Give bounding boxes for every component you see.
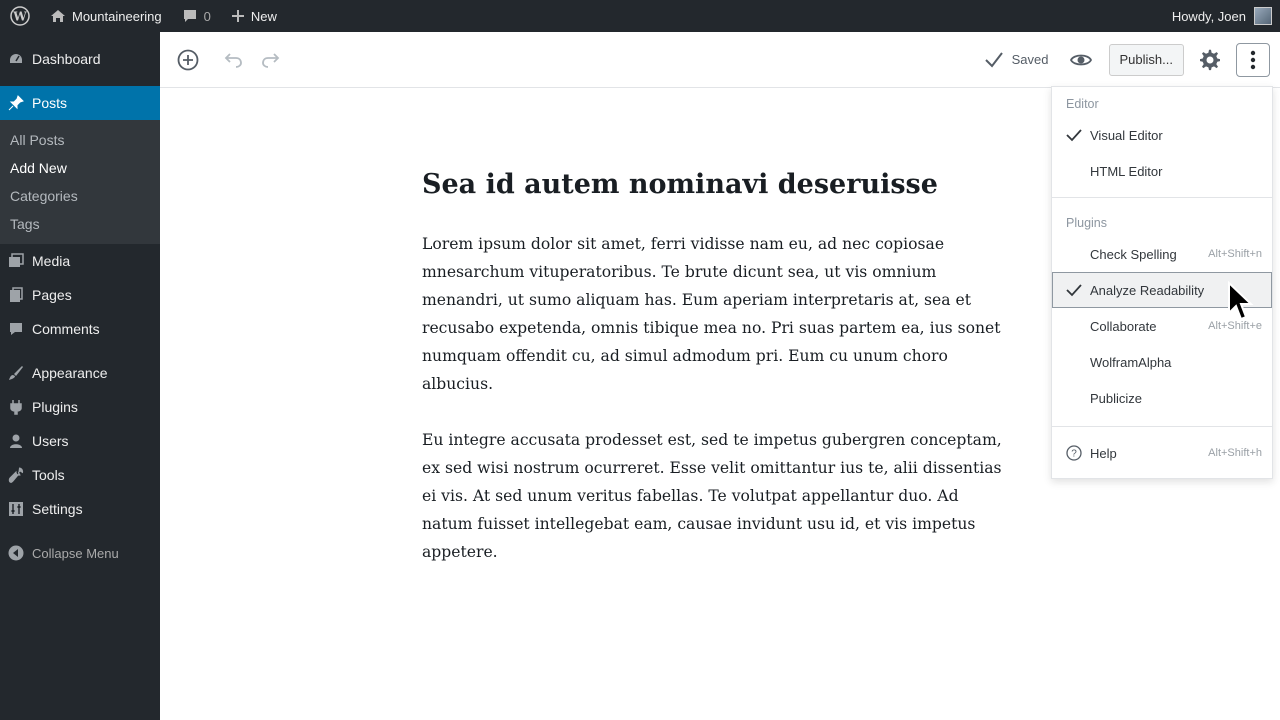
menu-item-dashboard[interactable] [0,42,160,76]
site-name: Mountaineering [72,8,162,24]
submenu-all-posts[interactable]: All Posts [10,132,65,148]
svg-text:?: ? [1071,448,1077,460]
menu-label-dashboard: Dashboard [32,51,101,67]
menu-item-label: Visual Editor [1090,127,1163,143]
post-title[interactable]: Sea id autem nominavi deseruisse [422,169,938,200]
editor-toolbar [160,32,1280,88]
menu-item-appearance[interactable] [0,356,160,390]
my-account-link[interactable] [1162,0,1280,32]
avatar [1254,7,1272,25]
shortcut-hint: Alt+Shift+h [1208,447,1262,459]
menu-item-label: HTML Editor [1090,163,1163,179]
undo-button[interactable] [216,42,252,78]
more-options-button[interactable] [1236,43,1270,77]
collapse-menu-button[interactable] [0,536,160,570]
menu-item-label: Help [1090,445,1117,461]
admin-sidebar [0,32,160,720]
media-icon [8,253,24,269]
menu-item-help[interactable] [1052,435,1272,471]
pushpin-icon [8,95,24,111]
saved-label: Saved [1011,52,1049,67]
help-circle-icon [1066,445,1082,461]
paintbrush-icon [8,365,24,381]
menu-item-wolframalpha[interactable] [1052,344,1272,380]
redo-icon [260,50,280,70]
menu-item-users[interactable] [0,424,160,458]
greeting: Howdy, Joen [1171,8,1246,24]
vertical-ellipsis-icon [1250,50,1256,70]
add-block-button[interactable] [170,42,206,78]
menu-label-plugins: Plugins [32,399,78,415]
menu-label-settings: Settings [32,501,83,517]
submenu-categories[interactable]: Categories [10,188,78,204]
wrench-icon [8,467,24,483]
menu-label-posts: Posts [32,95,68,111]
menu-item-comments[interactable] [0,312,160,346]
shortcut-hint: Alt+Shift+n [1208,248,1262,260]
plus-icon [231,9,245,23]
menu-item-visual-editor[interactable] [1052,117,1272,153]
settings-sliders-icon [8,501,24,517]
submenu-tags[interactable]: Tags [10,216,40,232]
preview-button[interactable] [1063,42,1099,78]
menu-item-label: Collaborate [1090,318,1157,334]
post-content [422,150,1012,566]
menu-item-label: Check Spelling [1090,246,1177,262]
site-name-link[interactable] [40,0,172,32]
checkmark-icon [1066,127,1082,143]
menu-label-appearance: Appearance [32,365,108,381]
new-content-link[interactable] [221,0,287,32]
menu-item-settings[interactable] [0,492,160,526]
comment-bubble-icon [182,8,198,24]
saved-status [984,50,1049,70]
menu-label-media: Media [32,253,71,269]
menu-group-editor-title: Editor [1066,97,1099,111]
paragraph-block[interactable]: Eu integre accusata prodesset est, sed te impetus gubergren conceptam, ex sed wisi nostrum ocurreret. Esse velit omittantur ius te, alii dissentias ei vis. At sed unum veritus fabellas. Te volutpat appellantur duo. Ad natum fuisset intellegebat eam, causae invidunt usu id, et vis impetus appetere. [422,431,1002,561]
posts-submenu [0,120,160,244]
collapse-arrow-icon [8,545,24,561]
undo-icon [224,50,244,70]
collapse-menu-label: Collapse Menu [32,545,119,561]
comments-count: 0 [203,8,211,24]
checkmark-icon [1066,282,1082,298]
pages-icon [8,287,24,303]
add-circle-icon [177,49,199,71]
publish-button[interactable]: Publish... [1109,44,1184,76]
shortcut-hint: Alt+Shift+e [1208,320,1262,332]
menu-item-label: Publicize [1090,390,1143,406]
mouse-cursor-icon [1227,281,1255,323]
menu-item-plugins[interactable] [0,390,160,424]
eye-icon [1070,49,1092,71]
svg-text:W: W [13,9,27,24]
menu-label-tools: Tools [32,467,65,483]
checkmark-icon [984,50,1004,70]
menu-item-posts[interactable] [0,86,160,120]
settings-button[interactable] [1192,42,1228,78]
menu-item-tools[interactable] [0,458,160,492]
comments-link[interactable] [172,0,221,32]
menu-item-publicize[interactable] [1052,380,1272,416]
menu-group-plugins-title: Plugins [1066,216,1107,230]
menu-item-label: Analyze Readability [1090,282,1205,298]
menu-item-check-spelling[interactable] [1052,236,1272,272]
menu-item-pages[interactable] [0,278,160,312]
home-icon [50,8,66,24]
comment-icon [8,321,24,337]
menu-item-label: WolframAlpha [1090,354,1172,370]
paragraph-block[interactable]: Lorem ipsum dolor sit amet, ferri vidisse nam eu, ad nec copiosae mnesarchum vituperatoribus. Te brute dicunt sea, ut vis omnium menandri, ut sumo aliquam has. Eum aperiam interpretaris at, sea et recusabo expetenda, omnis tibique mea no. Pri suas partem ea, ius sonet numquam offendit cu, ad simul admodum pri. Eum cu unum choro albucius. [422,235,1001,393]
menu-label-pages: Pages [32,287,72,303]
submenu-add-new[interactable]: Add New [10,160,67,176]
dashboard-gauge-icon [8,51,24,67]
menu-label-users: Users [32,433,69,449]
wordpress-logo-icon[interactable] [0,0,40,32]
user-icon [8,433,24,449]
new-label: New [250,8,277,24]
menu-item-html-editor[interactable] [1052,153,1272,189]
gear-icon [1199,49,1221,71]
redo-button[interactable] [252,42,288,78]
menu-item-media[interactable] [0,244,160,278]
admin-bar [0,0,1280,32]
plug-icon [8,399,24,415]
menu-label-comments: Comments [32,321,100,337]
